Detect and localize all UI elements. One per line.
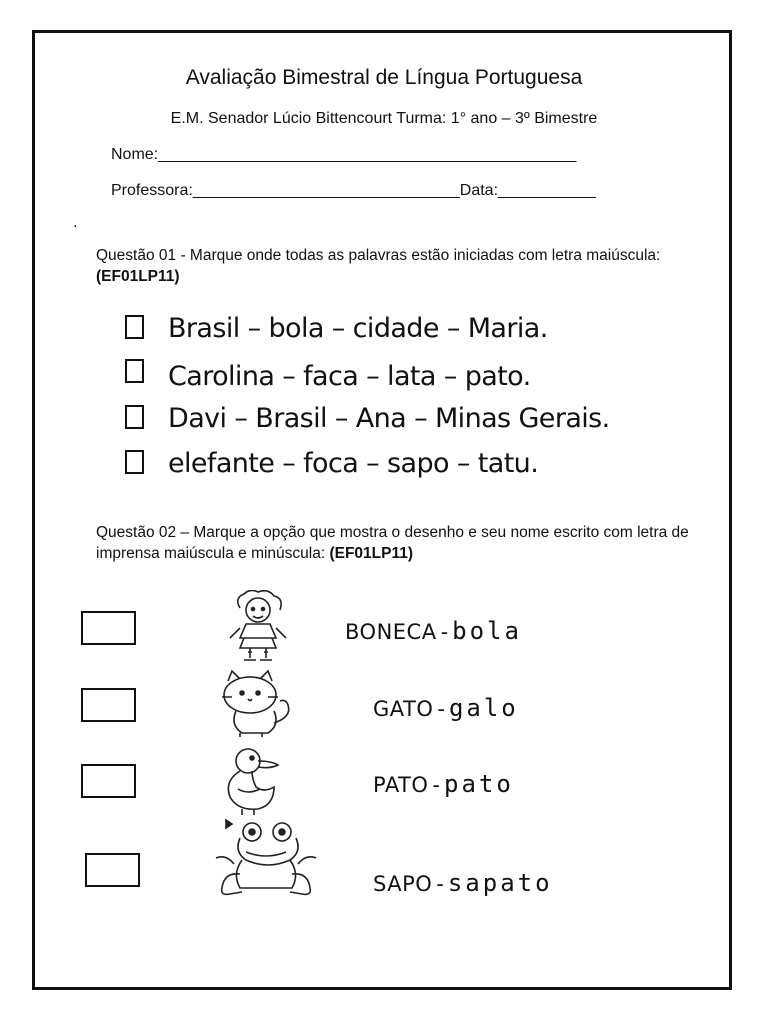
question-2-code: (EF01LP11) [329, 545, 414, 562]
q2-option-3-lower: pato [444, 770, 514, 798]
q1-option-2-label: Carolina – faca – lata – pato. [168, 361, 531, 392]
q2-option-1-upper: BONECA [345, 620, 437, 644]
q1-option-1-label: Brasil – bola – cidade – Maria. [168, 313, 548, 344]
q1-option-3-label: Davi – Brasil – Ana – Minas Gerais. [168, 403, 610, 434]
q2-option-3-upper: PATO [373, 773, 429, 797]
q2-option-3-checkbox[interactable] [81, 764, 136, 798]
q2-option-3-dash: - [432, 773, 440, 797]
q2-option-4-checkbox[interactable] [85, 853, 140, 887]
q1-option-2-checkbox[interactable] [125, 359, 144, 383]
question-1-prompt: Questão 01 - Marque onde todas as palavras estão iniciadas com letra maiúscula: [96, 247, 661, 264]
q1-option-4-label: elefante – foca – sapo – tatu. [168, 448, 539, 479]
page-border [32, 30, 732, 990]
frog-icon [212, 818, 330, 900]
q2-option-1-checkbox[interactable] [81, 611, 136, 645]
q2-option-2-upper: GATO [373, 697, 434, 721]
school-info: E.M. Senador Lúcio Bittencourt Turma: 1° ano – 3º Bimestre [170, 110, 598, 127]
q2-option-3-words [373, 770, 514, 798]
q2-option-1-lower: bola [452, 617, 522, 645]
question-1-text [96, 245, 696, 287]
question-1-code: (EF01LP11) [96, 268, 180, 285]
q2-option-1-words [345, 617, 522, 645]
cat-icon [214, 667, 306, 741]
q1-option-3-checkbox[interactable] [125, 405, 144, 429]
q2-option-1-dash: - [440, 620, 449, 644]
teacher-date-field[interactable]: Professora:______________________________Data:___________ [111, 182, 596, 199]
q2-option-4-words [373, 869, 553, 897]
q2-option-2-words [373, 694, 519, 722]
q2-option-4-lower: sapato [447, 869, 553, 897]
q2-option-4-dash: - [436, 872, 444, 896]
q2-option-4-upper: SAPO [373, 872, 433, 896]
question-2-text [96, 522, 706, 564]
stray-dot: . [73, 214, 78, 231]
q2-option-2-dash: - [437, 697, 445, 721]
q2-option-2-checkbox[interactable] [81, 688, 136, 722]
doll-icon [218, 590, 300, 668]
q2-option-2-lower: galo [448, 694, 519, 722]
duck-icon [218, 745, 284, 817]
page-title: Avaliação Bimestral de Língua Portuguesa [185, 66, 583, 89]
q1-option-1-checkbox[interactable] [125, 315, 144, 339]
name-field[interactable]: Nome:_______________________________________________ [111, 146, 577, 163]
q1-option-4-checkbox[interactable] [125, 450, 144, 474]
question-2-prompt: Questão 02 – Marque a opção que mostra o desenho e seu nome escrito com letra de imprensa maiúscula e minúscula: [96, 524, 689, 562]
